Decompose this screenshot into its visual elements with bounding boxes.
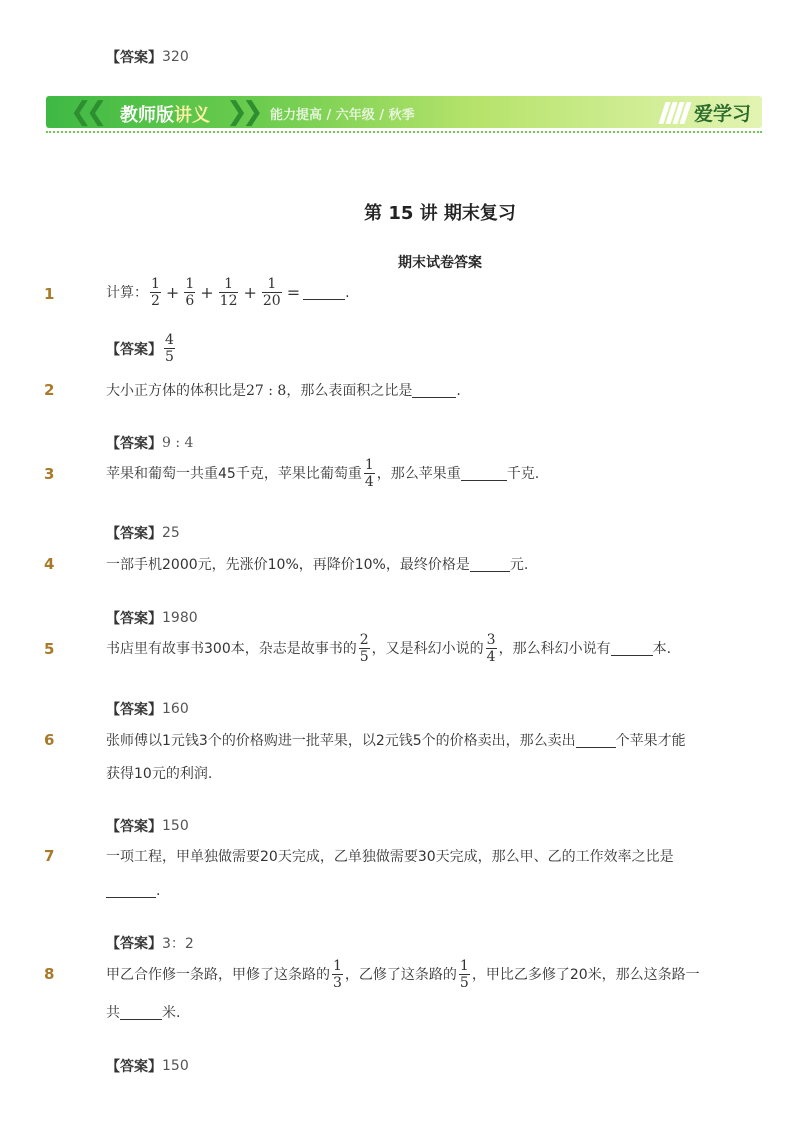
- answer-blank: [106, 883, 156, 898]
- top-answer: [106, 47, 189, 67]
- question-number: 2: [44, 381, 55, 399]
- question-suffix: .: [156, 882, 161, 899]
- question-suffix: 本.: [652, 640, 672, 657]
- answer-8: [106, 1056, 189, 1076]
- question-text: 书店里有故事书300本，杂志是故事书的: [106, 640, 357, 657]
- fraction: $\frac{1}{12}$: [219, 276, 238, 310]
- answer-1: [106, 332, 177, 365]
- answer-blank: [120, 1005, 162, 1020]
- question-number: 6: [44, 731, 55, 749]
- question-text: ，乙修了这条路的: [344, 966, 457, 983]
- question-7-line-1: [106, 850, 674, 864]
- fraction: $\frac{1}{4}$: [364, 457, 374, 491]
- fraction: $\frac{1}{20}$: [262, 276, 281, 310]
- question-number: 3: [44, 465, 55, 483]
- banner-title-a: 教师版: [120, 105, 174, 126]
- brand-name: 爱学习: [694, 103, 752, 125]
- question-text: ，又是科幻小说的: [371, 640, 484, 657]
- chevron-left-icon: ❮❮: [70, 97, 102, 127]
- ratio-value: 27 : 8: [246, 382, 287, 399]
- question-8-line-1: [106, 958, 700, 991]
- answer-blank: [412, 383, 456, 398]
- answer-2: [106, 433, 193, 453]
- answer-6: [106, 816, 189, 836]
- fraction: $\frac{1}{2}$: [151, 276, 160, 310]
- question-text: 一项工程，甲单独做需要20天完成，乙单独做需要30天完成，那么甲、乙的工作效率之比是: [106, 849, 674, 865]
- answer-label: 【答案】: [106, 936, 162, 952]
- answer-3: [106, 523, 180, 543]
- question-number: 4: [44, 555, 55, 573]
- answer-label: 【答案】: [106, 341, 162, 358]
- question-text: 张师傅以1元钱3个的价格购进一批苹果，以2元钱5个的价格卖出，那么卖出: [106, 732, 576, 749]
- plus-sign: +: [200, 282, 214, 302]
- question-number: 5: [44, 640, 55, 658]
- brand-logo: [662, 99, 751, 126]
- answer-label: 【答案】: [106, 611, 162, 627]
- question-text: ，那么科幻小说有: [498, 640, 611, 657]
- banner-title: [120, 101, 210, 127]
- answer-fraction: $\frac{4}{5}$: [165, 332, 174, 366]
- question-2: [106, 383, 461, 398]
- fraction: $\frac{1}{5}$: [459, 958, 469, 992]
- question-6-line-1: [106, 733, 686, 748]
- question-3: [106, 457, 539, 490]
- question-text: 一部手机2000元，先涨价10%，再降价10%，最终价格是: [106, 556, 470, 573]
- answer-label: 【答案】: [106, 50, 162, 66]
- plus-sign: +: [165, 282, 180, 302]
- question-text: 获得10元的利润.: [106, 766, 213, 782]
- answer-value: 160: [162, 701, 189, 717]
- question-suffix: 米.: [162, 1004, 181, 1021]
- question-text: 共: [106, 1004, 120, 1021]
- plus-sign: +: [243, 282, 257, 302]
- banner-title-b: 讲义: [174, 105, 210, 126]
- answer-blank: [611, 641, 653, 656]
- fraction: $\frac{2}{5}$: [359, 632, 369, 666]
- question-suffix: 元.: [509, 556, 529, 573]
- question-suffix: .: [345, 284, 350, 301]
- answer-label: 【答案】: [106, 526, 162, 542]
- question-text: ，那么表面积之比是: [286, 382, 413, 399]
- question-text: 苹果和葡萄一共重45千克，苹果比葡萄重: [106, 465, 362, 482]
- question-text: ，那么苹果重: [376, 465, 461, 482]
- question-suffix: .: [456, 382, 461, 399]
- fraction: $\frac{1}{3}$: [333, 958, 342, 992]
- answer-blank: [461, 466, 507, 481]
- banner-divider: [46, 131, 762, 133]
- question-number: 8: [44, 965, 55, 983]
- lecture-title: 第 15 讲 期末复习: [364, 203, 516, 224]
- question-text: 甲乙合作修一条路，甲修了这条路的: [106, 966, 330, 983]
- chevron-right-icon: ❯❯: [226, 97, 258, 127]
- answer-value: 150: [162, 1058, 189, 1074]
- answer-value: 1980: [162, 610, 198, 626]
- answer-label: 【答案】: [106, 436, 162, 452]
- answer-7: [106, 933, 194, 953]
- answer-4: [106, 608, 198, 628]
- question-1: [106, 276, 350, 309]
- fraction: $\frac{1}{6}$: [185, 276, 195, 310]
- answer-value: 320: [162, 49, 189, 65]
- answer-value: 150: [162, 818, 189, 834]
- fraction: $\frac{3}{4}$: [486, 632, 496, 666]
- question-number: 1: [44, 285, 55, 303]
- answer-blank: [303, 285, 345, 300]
- question-suffix: 千克.: [506, 465, 540, 482]
- answer-value: 3：2: [162, 936, 194, 952]
- question-4: [106, 557, 528, 572]
- question-prefix: 计算：: [106, 284, 148, 301]
- brand-mark-icon: [662, 102, 688, 124]
- question-6-line-2: [106, 767, 212, 781]
- answer-blank: [576, 733, 616, 748]
- answer-5: [106, 699, 189, 719]
- question-7-line-2: [106, 883, 160, 898]
- question-8-line-2: [106, 1005, 180, 1020]
- question-text: ，甲比乙多修了20米，那么这条路一: [471, 966, 700, 983]
- question-suffix: 个苹果才能: [615, 732, 686, 749]
- answer-value: 9 : 4: [162, 435, 194, 451]
- section-title: 期末试卷答案: [398, 255, 482, 271]
- answer-label: 【答案】: [106, 702, 162, 718]
- question-number: 7: [44, 847, 55, 865]
- answer-value: 25: [162, 525, 180, 541]
- question-text: 大小正方体的体积比是: [106, 382, 246, 399]
- question-5: [106, 632, 671, 665]
- answer-label: 【答案】: [106, 1059, 162, 1075]
- answer-blank: [470, 557, 510, 572]
- answer-label: 【答案】: [106, 819, 162, 835]
- equals-sign: =: [286, 282, 301, 302]
- banner-breadcrumb: 能力提高 / 六年级 / 秋季: [270, 108, 415, 123]
